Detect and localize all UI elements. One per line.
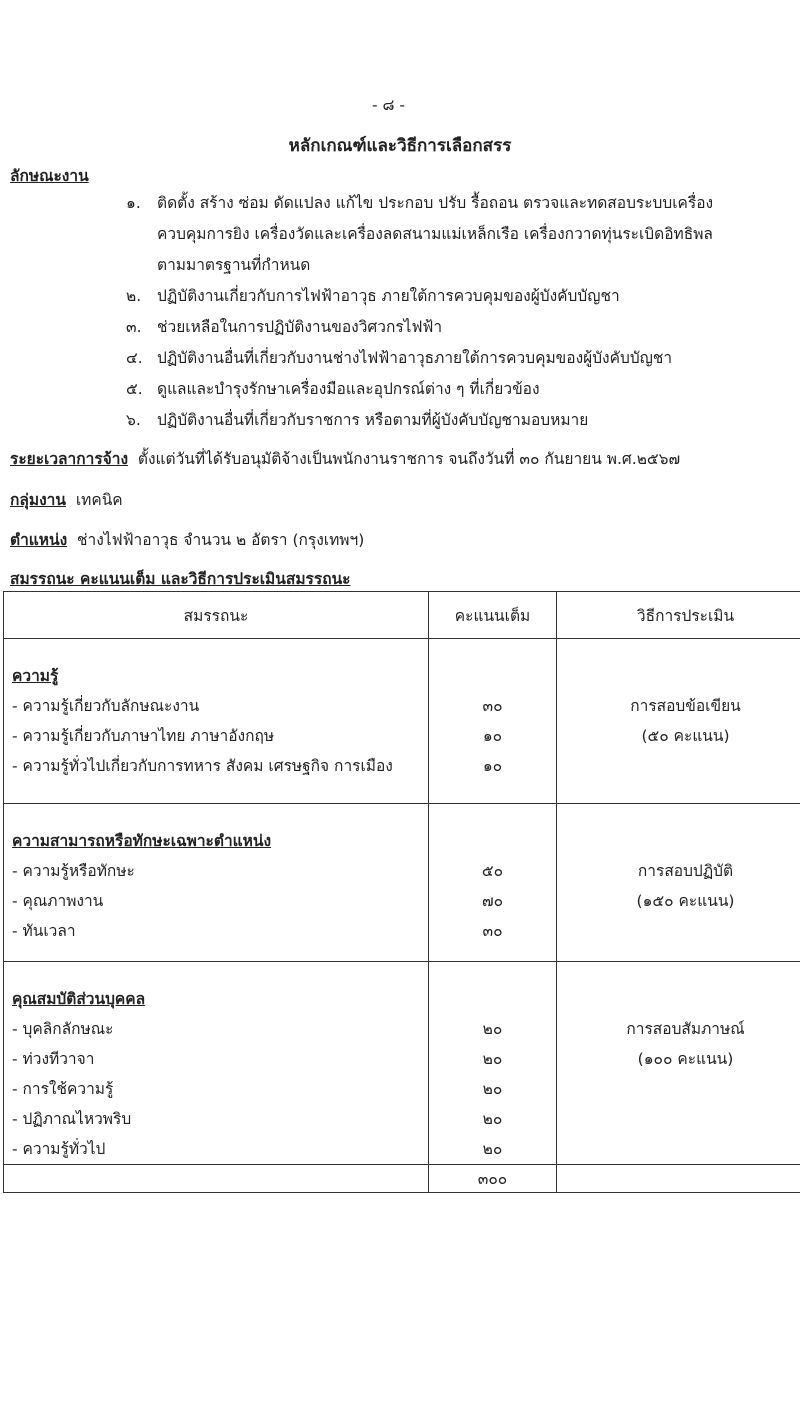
header-competency: สมรรถนะ — [4, 592, 429, 639]
competency-cell — [4, 804, 429, 962]
section-title: ความสามารถหรือทักษะเฉพาะตำแหน่ง — [12, 832, 272, 850]
job-description-heading: ลักษณะงาน — [10, 167, 89, 185]
competency-score: ๒๐ — [482, 1110, 503, 1128]
position — [10, 527, 364, 552]
competency-score: ๓๐ — [482, 922, 503, 940]
list-item-text: ดูแลและบำรุงรักษาเครื่องมือและอุปกรณ์ต่าง ๆ ที่เกี่ยวข้อง — [157, 380, 540, 398]
assessment-method: การสอบข้อเขียน — [630, 697, 741, 715]
list-item-number: ๕. — [126, 380, 143, 398]
competency-item: - ความรู้ทั่วไปเกี่ยวกับการทหาร สังคม เศรษฐกิจ การเมือง — [12, 757, 393, 775]
competency-table — [3, 591, 800, 1193]
total-row — [4, 1165, 800, 1193]
competency-item: - การใช้ความรู้ — [12, 1080, 114, 1098]
employment-period-label: ระยะเวลาการจ้าง — [10, 450, 129, 468]
competency-score: ๓๐ — [482, 697, 503, 715]
work-group — [10, 487, 123, 512]
list-item-text: ปฏิบัติงานอื่นที่เกี่ยวกับงานช่างไฟฟ้าอาวุธภายใต้การควบคุมของผู้บังคับบัญชา — [157, 349, 673, 367]
competency-item: - บุคลิกลักษณะ — [12, 1020, 114, 1038]
total-label-cell — [4, 1165, 429, 1193]
table-section-row — [4, 639, 800, 804]
section-title: คุณสมบัติส่วนบุคคล — [12, 990, 146, 1008]
competency-score: ๑๐ — [482, 757, 503, 775]
list-item-text: ควบคุมการยิง เครื่องวัดและเครื่องลดสนามแม่เหล็กเรือ เครื่องกวาดทุ่นระเบิดอิทธิพล — [157, 225, 713, 243]
score-cell — [429, 962, 557, 1165]
competency-item: - ความรู้เกี่ยวกับลักษณะงาน — [12, 697, 200, 715]
work-group-value: เทคนิค — [75, 491, 123, 509]
header-full-score: คะแนนเต็ม — [429, 592, 557, 639]
total-method-cell — [557, 1165, 800, 1193]
competency-cell — [4, 639, 429, 804]
assessment-method: (๑๐๐ คะแนน) — [637, 1050, 734, 1068]
list-item-text: ปฏิบัติงานอื่นที่เกี่ยวกับราชการ หรือตามที่ผู้บังคับบัญชามอบหมาย — [157, 411, 589, 429]
method-cell — [557, 804, 800, 962]
assessment-method: การสอบปฏิบัติ — [637, 862, 734, 880]
list-item-number: ๒. — [126, 287, 142, 305]
assessment-method: การสอบสัมภาษณ์ — [626, 1020, 745, 1038]
table-header-row — [4, 592, 800, 639]
competency-score: ๕๐ — [481, 862, 504, 880]
score-cell — [429, 639, 557, 804]
competency-heading: สมรรถนะ คะแนนเต็ม และวิธีการประเมินสมรรถนะ — [10, 570, 351, 588]
table-section-row — [4, 962, 800, 1165]
list-item-text: ช่วยเหลือในการปฏิบัติงานของวิศวกรไฟฟ้า — [157, 318, 443, 336]
competency-item: - ท่วงทีวาจา — [12, 1050, 95, 1068]
list-item-text: ติดตั้ง สร้าง ซ่อม ดัดแปลง แก้ไข ประกอบ ปรับ รื้อถอน ตรวจและทดสอบระบบเครื่อง — [157, 194, 714, 212]
score-cell — [429, 804, 557, 962]
employment-period — [10, 446, 680, 471]
competency-score: ๒๐ — [482, 1140, 503, 1158]
header-method: วิธีการประเมิน — [557, 592, 800, 639]
competency-item: - ความรู้เกี่ยวกับภาษาไทย ภาษาอังกฤษ — [12, 727, 275, 745]
section-title: ความรู้ — [12, 667, 59, 685]
list-item-number: ๔. — [126, 349, 143, 367]
total-score: ๓๐๐ — [429, 1165, 557, 1193]
method-cell — [557, 639, 800, 804]
competency-score: ๒๐ — [482, 1050, 503, 1068]
assessment-method: (๕๐ คะแนน) — [641, 727, 730, 745]
competency-item: - ปฏิภาณไหวพริบ — [12, 1110, 132, 1128]
competency-score: ๒๐ — [482, 1080, 503, 1098]
work-group-label: กลุ่มงาน — [10, 491, 66, 509]
competency-item: - ทันเวลา — [12, 922, 76, 940]
competency-score: ๗๐ — [481, 892, 504, 910]
page-title: หลักเกณฑ์และวิธีการเลือกสรร — [288, 136, 512, 156]
competency-item: - ความรู้หรือทักษะ — [12, 862, 135, 880]
list-item-text: ตามมาตรฐานที่กำหนด — [157, 256, 311, 274]
list-item-number: ๖. — [126, 411, 141, 429]
competency-item: - ความรู้ทั่วไป — [12, 1140, 106, 1158]
list-item-number: ๓. — [126, 318, 142, 336]
competency-score: ๑๐ — [482, 727, 503, 745]
method-cell — [557, 962, 800, 1165]
competency-item: - คุณภาพงาน — [12, 892, 104, 910]
page-number: - ๘ - — [372, 96, 405, 114]
assessment-method: (๑๕๐ คะแนน) — [636, 892, 735, 910]
list-item-number: ๑. — [126, 194, 141, 212]
employment-period-value: ตั้งแต่วันที่ได้รับอนุมัติจ้างเป็นพนักงานราชการ จนถึงวันที่ ๓๐ กันยายน พ.ศ.๒๕๖๗ — [137, 450, 681, 468]
list-item-text: ปฏิบัติงานเกี่ยวกับการไฟฟ้าอาวุธ ภายใต้การควบคุมของผู้บังคับบัญชา — [157, 287, 620, 305]
table-section-row — [4, 804, 800, 962]
position-label: ตำแหน่ง — [10, 531, 68, 549]
competency-cell — [4, 962, 429, 1165]
competency-score: ๒๐ — [482, 1020, 503, 1038]
position-value: ช่างไฟฟ้าอาวุธ จำนวน ๒ อัตรา (กรุงเทพฯ) — [77, 531, 365, 549]
